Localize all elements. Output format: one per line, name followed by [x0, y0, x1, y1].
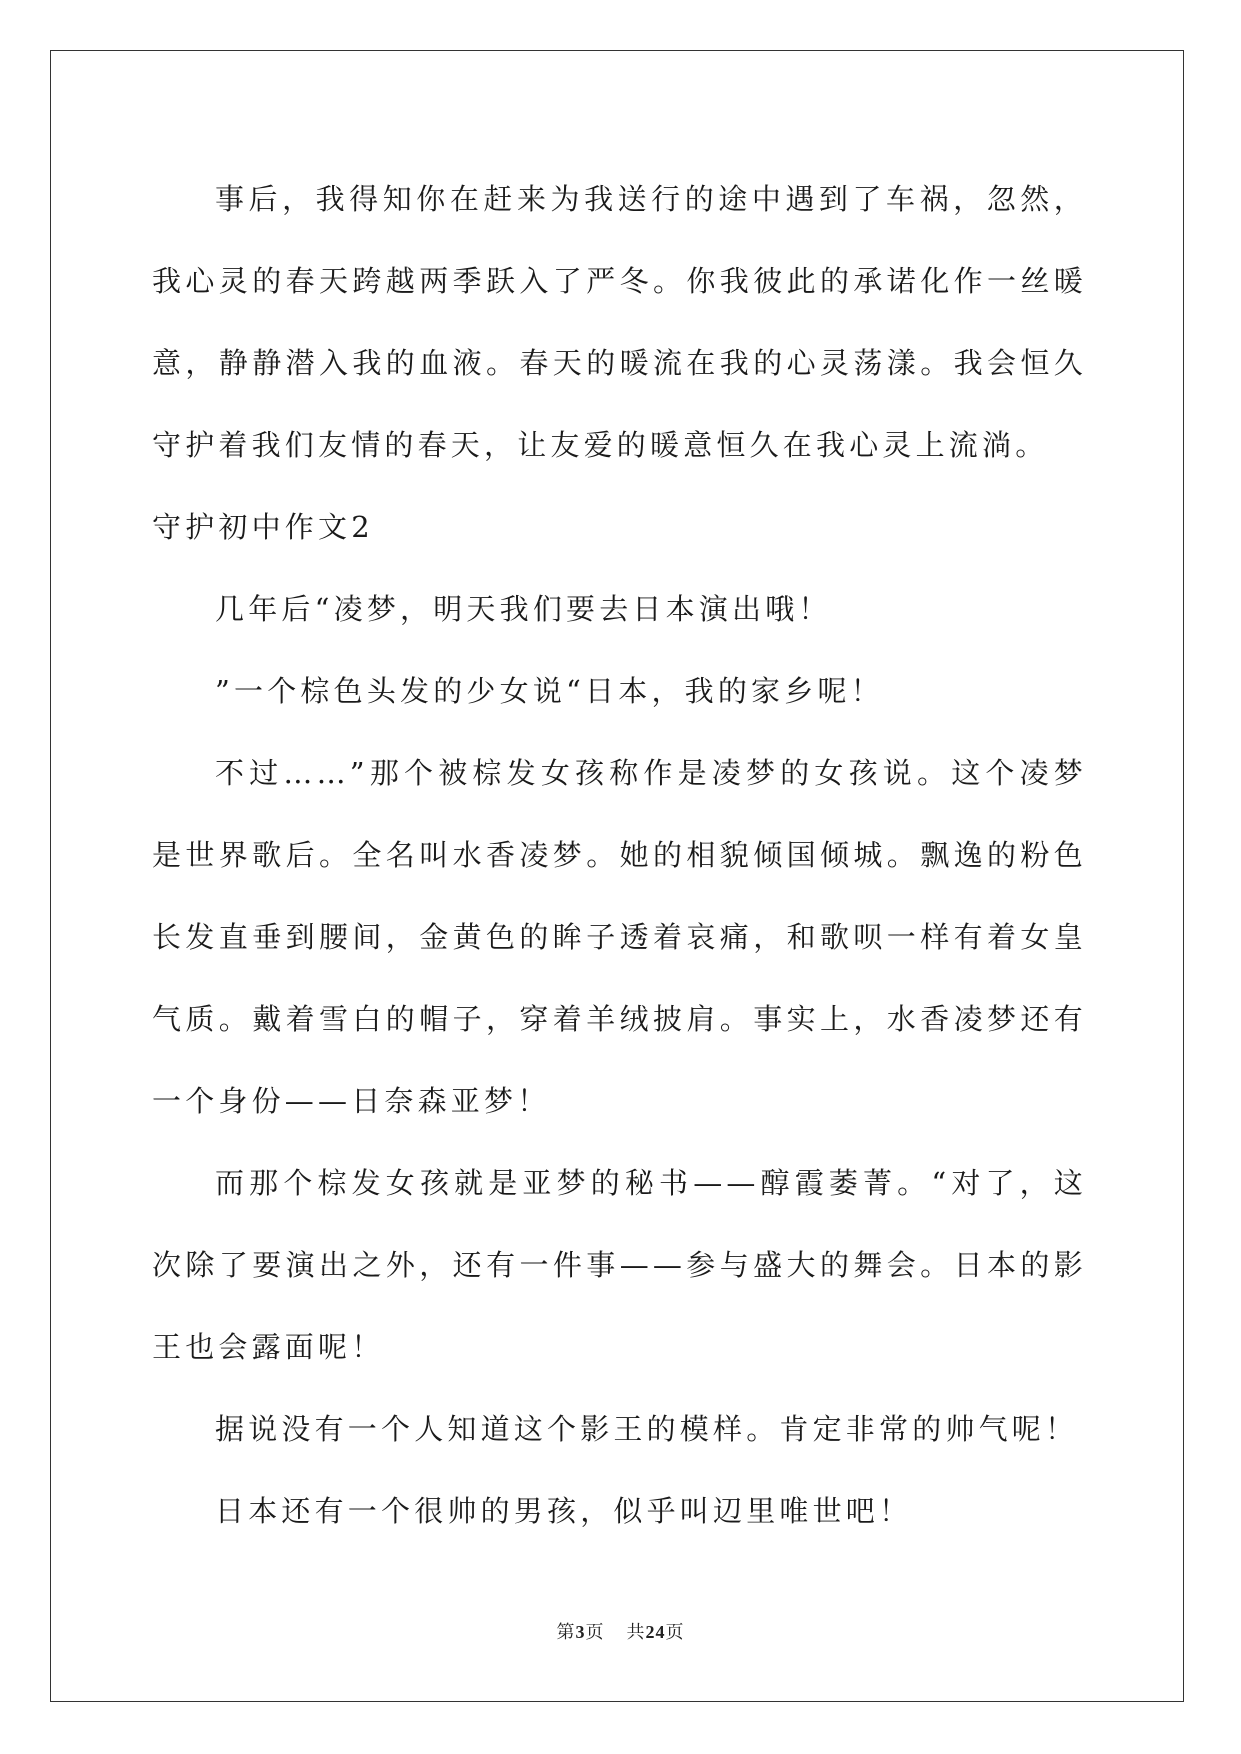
page-suffix: 页 [585, 1622, 605, 1642]
total-suffix: 页 [665, 1622, 685, 1642]
page-number: 3 [575, 1622, 586, 1642]
document-body [152, 158, 1087, 1552]
paragraph-6: 据说没有一个人知道这个影王的模样。肯定非常的帅气呢！ [215, 1412, 1079, 1446]
paragraph-3: ”一个棕色头发的少女说“日本，我的家乡呢！ [215, 674, 884, 708]
page-footer [0, 1618, 1241, 1644]
section-heading: 守护初中作文2 [152, 510, 374, 544]
paragraph-1: 事后，我得知你在赶来为我送行的途中遇到了车祸，忽然，我心灵的春天跨越两季跃入了严冬。你我彼此的承诺化作一丝暖意，静静潜入我的血液。春天的暖流在我的心灵荡漾。我会恒久守护着我们友情的春天，让友爱的暖意恒久在我心灵上流淌。 [152, 182, 1087, 462]
total-pages: 24 [645, 1622, 666, 1642]
paragraph-5: 而那个棕发女孩就是亚梦的秘书——醇霞萎菁。“对了，这次除了要演出之外，还有一件事——参与盛大的舞会。日本的影王也会露面呢！ [152, 1166, 1087, 1364]
paragraph-2: 几年后“凌梦，明天我们要去日本演出哦！ [215, 592, 832, 626]
paragraph-4: 不过……”那个被棕发女孩称作是凌梦的女孩说。这个凌梦是世界歌后。全名叫水香凌梦。她的相貌倾国倾城。飘逸的粉色长发直垂到腰间，金黄色的眸子透着哀痛，和歌呗一样有着女皇气质。戴着雪白的帽子，穿着羊绒披肩。事实上，水香凌梦还有一个身份——日奈森亚梦！ [152, 756, 1087, 1118]
total-prefix: 共 [626, 1622, 646, 1642]
page-prefix: 第 [556, 1622, 576, 1642]
paragraph-7: 日本还有一个很帅的男孩，似乎叫辺里唯世吧！ [215, 1494, 913, 1528]
